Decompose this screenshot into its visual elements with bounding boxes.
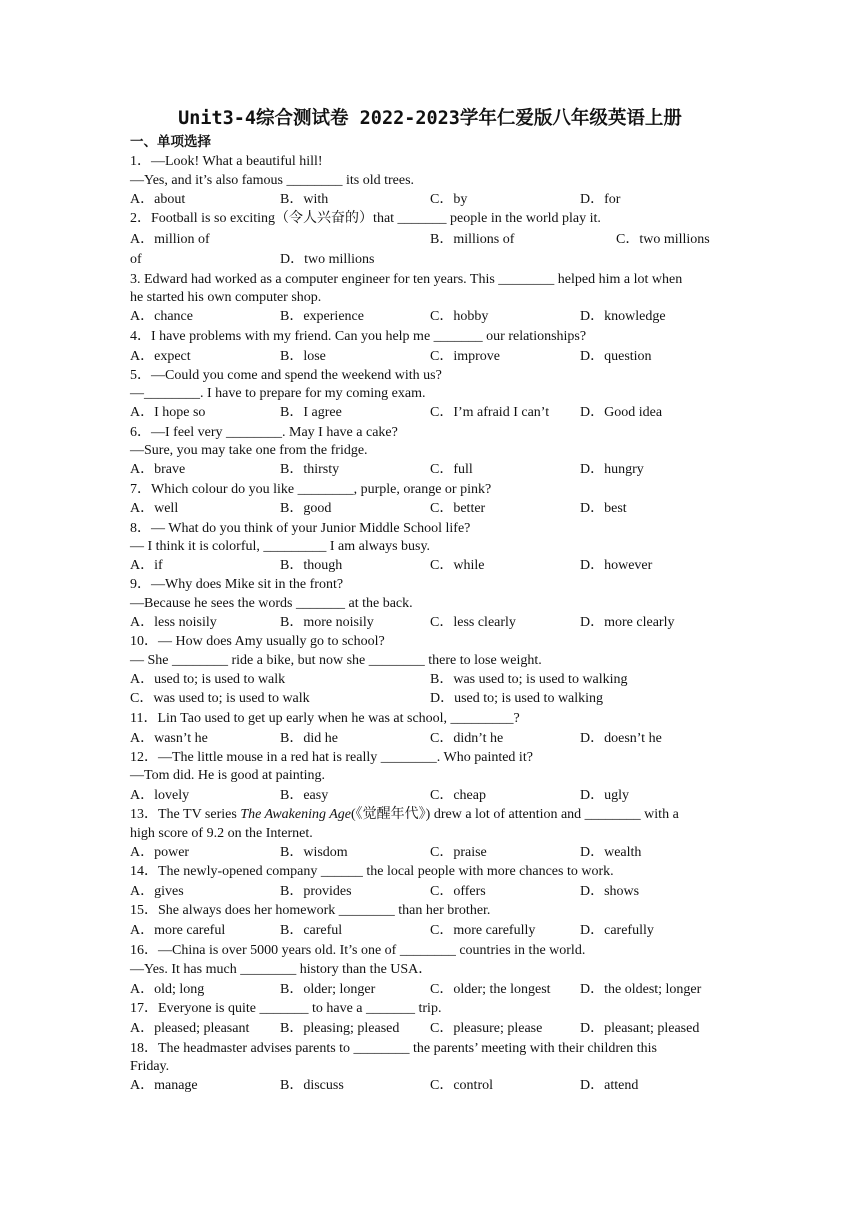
- question-4-option-d: D．question: [580, 349, 652, 364]
- question-18-option-c: C．control: [430, 1078, 493, 1093]
- question-13-option-d: D．wealth: [580, 845, 642, 860]
- question-2-stem: 2．Football is so exciting（令人兴奋的）that _______ people in the world play it.: [130, 211, 601, 226]
- question-8-stem: 8．— What do you think of your Junior Middle School life?: [130, 521, 471, 536]
- question-13-stem-2: high score of 9.2 on the Internet.: [130, 826, 313, 841]
- question-12-stem-2: —Tom did. He is good at painting.: [130, 768, 326, 783]
- question-1-option-d: D．for: [580, 192, 621, 207]
- question-9-stem: 9．—Why does Mike sit in the front?: [130, 577, 344, 592]
- question-9-option-c: C．less clearly: [430, 615, 516, 630]
- question-7-option-a: A．well: [130, 501, 179, 516]
- question-13-stem-part-1: 13．The TV series: [130, 807, 241, 822]
- page-title: Unit3-4综合测试卷 2022-2023学年仁爱版八年级英语上册: [178, 108, 682, 129]
- question-11-option-a: A．wasn’t he: [130, 731, 208, 746]
- question-16-option-c: C．older; the longest: [430, 982, 551, 997]
- question-2-option-d: D．two millions: [280, 252, 375, 267]
- question-18-stem-2: Friday.: [130, 1059, 170, 1074]
- question-7-option-c: C．better: [430, 501, 486, 516]
- section-heading: 一、单项选择: [130, 134, 211, 150]
- question-2-option-b: B．millions of: [430, 232, 515, 247]
- question-10-stem: 10．— How does Amy usually go to school?: [130, 634, 385, 649]
- question-4-option-b: B．lose: [280, 349, 326, 364]
- question-17-option-c: C．pleasure; please: [430, 1021, 543, 1036]
- question-9-option-d: D．more clearly: [580, 615, 675, 630]
- question-13-option-a: A．power: [130, 845, 190, 860]
- question-8-option-d: D．however: [580, 558, 653, 573]
- question-15-option-c: C．more carefully: [430, 923, 536, 938]
- question-10-option-a: A．used to; is used to walk: [130, 672, 286, 687]
- question-4-option-a: A．expect: [130, 349, 191, 364]
- question-14-option-c: C．offers: [430, 884, 486, 899]
- question-9-option-a: A．less noisily: [130, 615, 217, 630]
- question-1-stem-2: —Yes, and it’s also famous ________ its old trees.: [130, 173, 415, 188]
- question-16-stem-2: —Yes. It has much ________ history than the USA．: [130, 962, 433, 977]
- question-14-option-d: D．shows: [580, 884, 640, 899]
- question-1-option-b: B．with: [280, 192, 329, 207]
- question-8-option-c: C．while: [430, 558, 485, 573]
- question-6-stem: 6．—I feel very ________. May I have a cake?: [130, 425, 398, 440]
- question-17-option-b: B．pleasing; pleased: [280, 1021, 400, 1036]
- question-12-option-b: B．easy: [280, 788, 329, 803]
- question-17-option-d: D．pleasant; pleased: [580, 1021, 700, 1036]
- question-15-option-d: D．carefully: [580, 923, 654, 938]
- question-6-option-b: B．thirsty: [280, 462, 340, 477]
- question-6-option-c: C．full: [430, 462, 473, 477]
- question-5-option-d: D．Good idea: [580, 405, 663, 420]
- question-6-option-d: D．hungry: [580, 462, 644, 477]
- question-16-option-a: A．old; long: [130, 982, 205, 997]
- question-13-option-c: C．praise: [430, 845, 487, 860]
- question-14-stem: 14．The newly-opened company ______ the local people with more chances to work.: [130, 864, 614, 879]
- question-13-series-title: The Awakening Age: [240, 807, 352, 822]
- question-3-option-d: D．knowledge: [580, 309, 666, 324]
- question-6-option-a: A．brave: [130, 462, 186, 477]
- question-15-stem: 15．She always does her homework ________ than her brother.: [130, 903, 491, 918]
- question-2-option-a: A．million of: [130, 232, 210, 247]
- question-9-stem-2: —Because he sees the words _______ at the back.: [130, 596, 413, 611]
- question-5-option-b: B．I agree: [280, 405, 342, 420]
- question-4-stem: 4．I have problems with my friend. Can you help me _______ our relationships?: [130, 329, 587, 344]
- question-7-option-b: B．good: [280, 501, 332, 516]
- question-18-stem: 18．The headmaster advises parents to ________ the parents’ meeting with their children this: [130, 1041, 657, 1056]
- question-16-option-d: D．the oldest; longer: [580, 982, 702, 997]
- question-3-option-a: A．chance: [130, 309, 193, 324]
- question-6-stem-2: —Sure, you may take one from the fridge.: [130, 443, 368, 458]
- question-7-stem: 7．Which colour do you like ________, purple, orange or pink?: [130, 482, 492, 497]
- question-3-stem-2: he started his own computer shop.: [130, 290, 322, 305]
- question-5-stem: 5．—Could you come and spend the weekend with us?: [130, 368, 442, 383]
- question-1-option-a: A．about: [130, 192, 186, 207]
- question-10-stem-2: — She ________ ride a bike, but now she ________ there to lose weight.: [130, 653, 542, 668]
- question-17-stem: 17．Everyone is quite _______ to have a _______ trip.: [130, 1001, 442, 1016]
- question-1-option-c: C．by: [430, 192, 468, 207]
- question-16-stem: 16．—China is over 5000 years old. It’s one of ________ countries in the world.: [130, 943, 586, 958]
- question-13-stem-part-3: (《觉醒年代》) drew a lot of attention and ________ with a: [351, 807, 679, 822]
- question-8-option-b: B．though: [280, 558, 343, 573]
- question-11-option-d: D．doesn’t he: [580, 731, 662, 746]
- question-8-option-a: A．if: [130, 558, 163, 573]
- question-10-option-c: C．was used to; is used to walk: [130, 691, 310, 706]
- question-5-option-a: A．I hope so: [130, 405, 206, 420]
- question-3-stem: 3. Edward had worked as a computer engineer for ten years. This ________ helped him a lot when: [130, 272, 683, 287]
- question-12-option-d: D．ugly: [580, 788, 629, 803]
- question-18-option-a: A．manage: [130, 1078, 198, 1093]
- question-3-option-b: B．experience: [280, 309, 364, 324]
- question-12-stem: 12．—The little mouse in a red hat is really ________. Who painted it?: [130, 750, 533, 765]
- question-13-stem: [130, 806, 679, 824]
- question-5-stem-2: —________. I have to prepare for my coming exam.: [130, 386, 426, 401]
- question-12-option-a: A．lovely: [130, 788, 190, 803]
- question-17-option-a: A．pleased; pleasant: [130, 1021, 250, 1036]
- question-3-option-c: C．hobby: [430, 309, 489, 324]
- question-5-option-c: C．I’m afraid I can’t: [430, 405, 550, 420]
- question-11-option-b: B．did he: [280, 731, 338, 746]
- question-12-option-c: C．cheap: [430, 788, 486, 803]
- question-18-option-d: D．attend: [580, 1078, 639, 1093]
- question-9-option-b: B．more noisily: [280, 615, 374, 630]
- question-7-option-d: D．best: [580, 501, 627, 516]
- question-2-option-c-tail: of: [130, 252, 142, 267]
- question-11-option-c: C．didn’t he: [430, 731, 504, 746]
- question-15-option-a: A．more careful: [130, 923, 226, 938]
- question-4-option-c: C．improve: [430, 349, 500, 364]
- question-1-stem: 1．—Look! What a beautiful hill!: [130, 154, 323, 169]
- question-18-option-b: B．discuss: [280, 1078, 344, 1093]
- question-8-stem-2: — I think it is colorful, _________ I am always busy.: [130, 539, 431, 554]
- question-13-option-b: B．wisdom: [280, 845, 348, 860]
- question-15-option-b: B．careful: [280, 923, 343, 938]
- question-14-option-b: B．provides: [280, 884, 352, 899]
- question-11-stem: 11．Lin Tao used to get up early when he was at school, _________?: [130, 711, 520, 726]
- question-14-option-a: A．gives: [130, 884, 184, 899]
- question-2-option-c: C．two millions: [616, 232, 710, 247]
- question-10-option-d: D．used to; is used to walking: [430, 691, 604, 706]
- question-16-option-b: B．older; longer: [280, 982, 376, 997]
- question-10-option-b: B．was used to; is used to walking: [430, 672, 628, 687]
